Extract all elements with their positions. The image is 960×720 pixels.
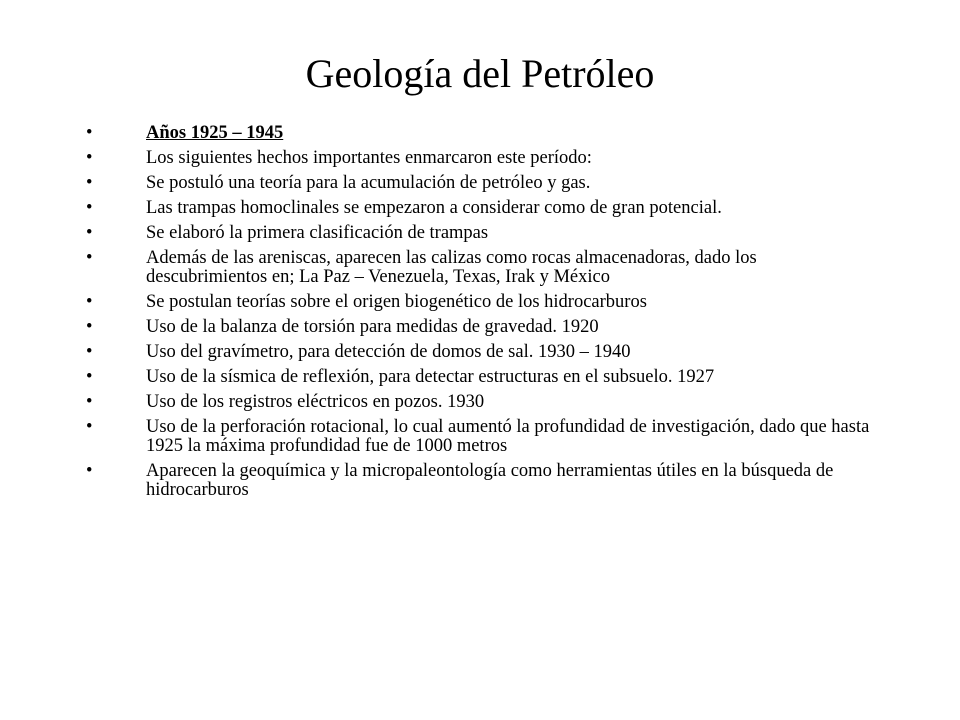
- bullet-item: [86, 174, 876, 193]
- bullet-text: Uso del gravímetro, para detección de domos de sal. 1930 – 1940: [146, 342, 631, 362]
- bullet-item: [86, 249, 876, 287]
- bullet-item: [86, 368, 876, 387]
- bullet-marker: •: [86, 392, 93, 412]
- bullet-item: [86, 343, 876, 362]
- bullet-item: [86, 293, 876, 312]
- bullet-item: [86, 418, 876, 456]
- bullet-text: Uso de la perforación rotacional, lo cual aumentó la profundidad de investigación, dado que hasta 1925 la máxima profundidad fue de 1000 metros: [146, 417, 870, 456]
- bullet-text: Se postuló una teoría para la acumulación de petróleo y gas.: [146, 173, 591, 193]
- bullet-item: [86, 224, 876, 243]
- bullet-text: Las trampas homoclinales se empezaron a considerar como de gran potencial.: [146, 198, 722, 218]
- bullet-marker: •: [86, 223, 93, 243]
- slide-title: Geología del Petróleo: [305, 51, 655, 96]
- bullet-text: Se elaboró la primera clasificación de trampas: [146, 223, 489, 243]
- bullet-marker: •: [86, 248, 93, 268]
- bullet-text: Los siguientes hechos importantes enmarcaron este período:: [146, 148, 592, 168]
- bullet-text: Aparecen la geoquímica y la micropaleontología como herramientas útiles en la búsqueda de hidrocarburos: [146, 461, 834, 500]
- bullet-marker: •: [86, 292, 93, 312]
- bullet-marker: •: [86, 123, 93, 143]
- bullet-marker: •: [86, 317, 93, 337]
- bullet-item: [86, 393, 876, 412]
- bullet-marker: •: [86, 148, 93, 168]
- bullet-marker: •: [86, 417, 93, 437]
- bullet-text: Se postulan teorías sobre el origen biogenético de los hidrocarburos: [146, 292, 647, 312]
- bullet-marker: •: [86, 342, 93, 362]
- bullet-text: Uso de la sísmica de reflexión, para detectar estructuras en el subsuelo. 1927: [146, 367, 715, 387]
- bullet-marker: •: [86, 461, 93, 481]
- bullet-item: [86, 124, 876, 143]
- bullet-item: [86, 199, 876, 218]
- bullet-text: Uso de la balanza de torsión para medidas de gravedad. 1920: [146, 317, 599, 337]
- bullet-marker: •: [86, 198, 93, 218]
- bullet-item: [86, 462, 876, 500]
- bullet-marker: •: [86, 173, 93, 193]
- bullet-marker: •: [86, 367, 93, 387]
- bullet-item: [86, 149, 876, 168]
- bullet-heading-text: Años 1925 – 1945: [146, 123, 284, 143]
- bullet-item: [86, 318, 876, 337]
- bullet-text: Uso de los registros eléctricos en pozos. 1930: [146, 392, 485, 412]
- bullet-list: [86, 124, 876, 506]
- bullet-text: Además de las areniscas, aparecen las calizas como rocas almacenadoras, dado los descubrimientos en; La Paz – Venezuela, Texas, Irak y México: [146, 248, 757, 287]
